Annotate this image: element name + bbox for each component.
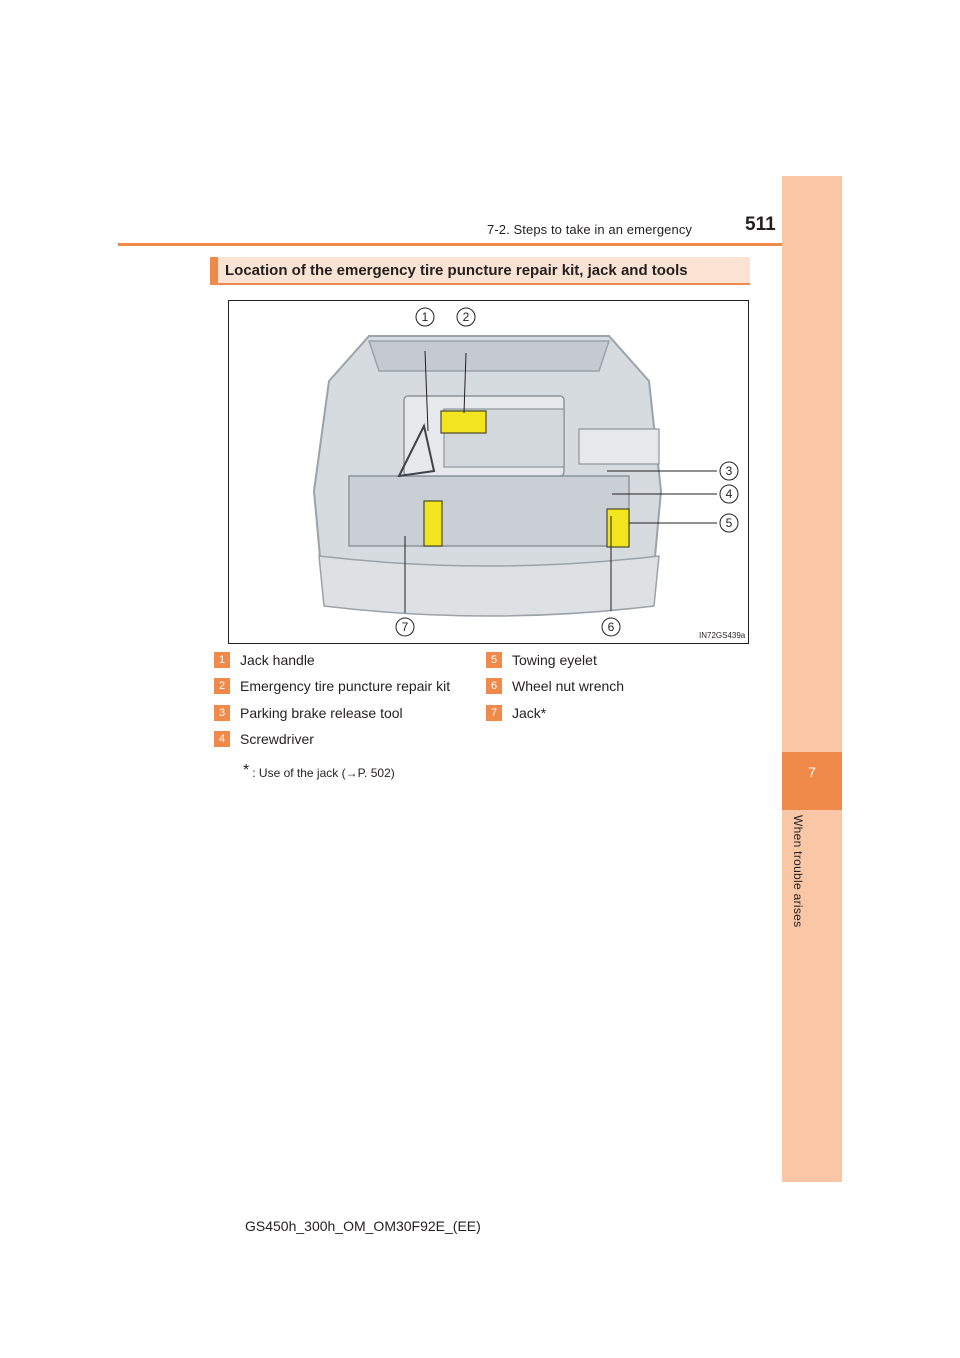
header-rule: [118, 243, 842, 246]
side-tab-number: 7: [808, 764, 816, 780]
legend-label: Screwdriver: [240, 731, 314, 747]
legend-number: 3: [214, 705, 230, 721]
page-number: 511: [745, 214, 776, 235]
legend-item-repair-kit: [214, 678, 450, 694]
callout-4: 4: [725, 487, 733, 501]
legend-label: Towing eyelet: [512, 652, 597, 668]
callout-7: 7: [401, 620, 409, 634]
legend-item-towing-eyelet: [486, 652, 597, 668]
footnote-text: : Use of the jack (→P. 502): [252, 766, 395, 780]
footnote: [243, 762, 395, 780]
legend-number: 6: [486, 678, 502, 694]
legend-footnote-star: *: [540, 705, 547, 721]
legend-label: Jack handle: [240, 652, 315, 668]
legend-item-parking-brake-tool: [214, 705, 403, 721]
illustration-code: IN72GS439a: [699, 631, 746, 640]
side-tab: [782, 176, 842, 1182]
legend-label: Emergency tire puncture repair kit: [240, 678, 451, 694]
legend-number: 5: [486, 652, 502, 668]
legend-number: 7: [486, 705, 502, 721]
legend-item-jack: [486, 705, 546, 721]
callout-1: 1: [421, 310, 429, 324]
legend-item-wheel-nut-wrench: [486, 678, 624, 694]
legend-number: 4: [214, 731, 230, 747]
legend-label: Parking brake release tool: [240, 705, 403, 721]
legend-label: Jack: [512, 705, 541, 721]
callout-5: 5: [725, 516, 733, 530]
side-tab-number-box: [782, 752, 842, 810]
header-section-title: 7-2. Steps to take in an emergency: [487, 222, 693, 237]
legend-label: Wheel nut wrench: [512, 678, 625, 694]
trunk-illustration: [228, 300, 749, 644]
section-heading: Location of the emergency tire puncture repair kit, jack and tools: [225, 262, 688, 279]
legend-number: 2: [214, 678, 230, 694]
callout-3: 3: [725, 464, 733, 478]
legend-item-screwdriver: [214, 731, 314, 747]
legend-item-jack-handle: [214, 652, 315, 668]
legend-number: 1: [214, 652, 230, 668]
footnote-star: *: [243, 762, 250, 779]
footer-document-code: GS450h_300h_OM_OM30F92E_(EE): [245, 1218, 481, 1234]
side-tab-label: When trouble arises: [791, 815, 805, 928]
callout-6: 6: [607, 620, 615, 634]
callout-2: 2: [462, 310, 470, 324]
trunk-drawing: [229, 301, 748, 643]
